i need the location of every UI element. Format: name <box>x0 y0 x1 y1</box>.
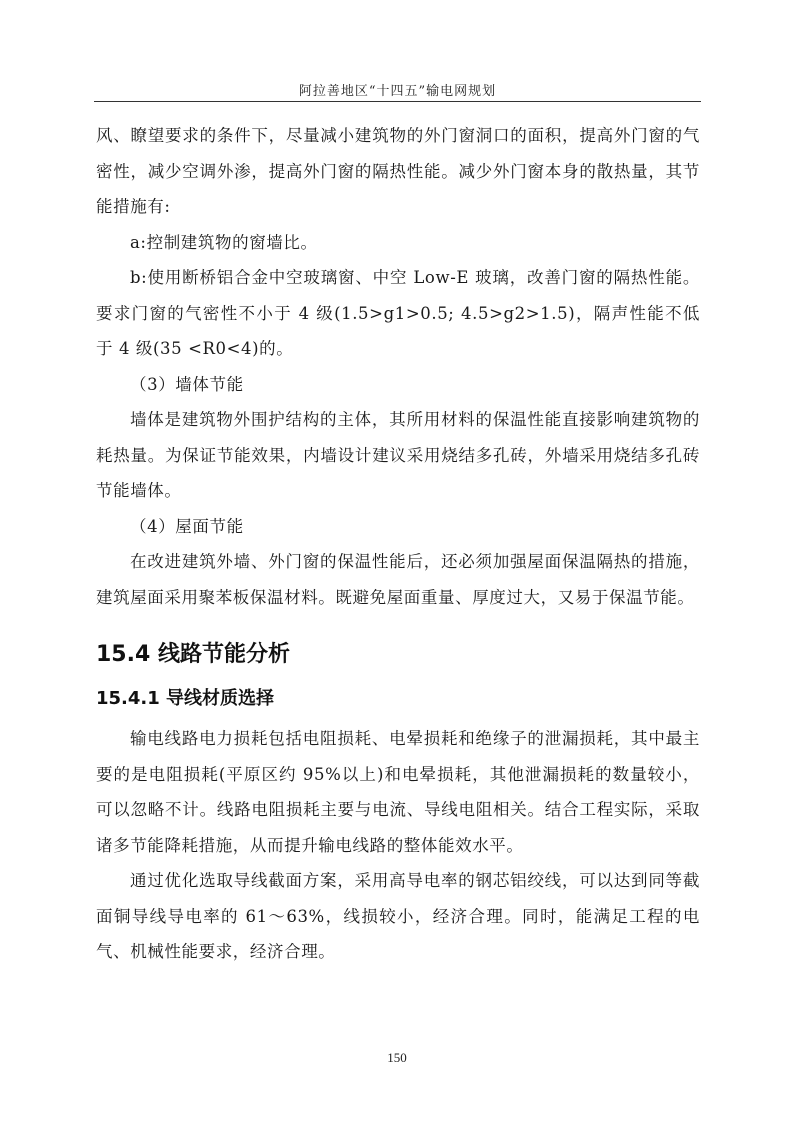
section-heading: 15.4 线路节能分析 <box>96 642 290 667</box>
subsection-heading: 15.4.1 导线材质选择 <box>96 688 275 709</box>
list-item: b:使用断桥铝合金中空玻璃窗、中空 Low-E 玻璃，改善门窗的隔热性能。要求门窗的气密性不小于 4 级(1.5>g1>0.5; 4.5>g2>1.5)，隔声性能不低于 4 级(35 <R0<4)的。 <box>96 268 700 358</box>
list-item: a:控制建筑物的窗墙比。 <box>130 232 318 252</box>
paragraph: 墙体是建筑物外围护结构的主体，其所用材料的保温性能直接影响建筑物的耗热量。为保证节能效果，内墙设计建议采用烧结多孔砖，外墙采用烧结多孔砖节能墙体。 <box>96 410 700 500</box>
paragraph: 通过优化选取导线截面方案，采用高导电率的钢芯铝绞线，可以达到同等截面铜导线导电率的 61～63%，线损较小，经济合理。同时，能满足工程的电气、机械性能要求，经济合理。 <box>96 871 700 961</box>
page-body <box>96 118 700 970</box>
header-rule <box>94 101 701 102</box>
paragraph: 在改进建筑外墙、外门窗的保温性能后，还必须加强屋面保温隔热的措施，建筑屋面采用聚苯板保温材料。既避免屋面重量、厚度过大，又易于保温节能。 <box>96 552 700 607</box>
subheading-wall: （3）墙体节能 <box>130 374 244 394</box>
paragraph: 风、瞭望要求的条件下，尽量减小建筑物的外门窗洞口的面积，提高外门窗的气密性，减少空调外渗，提高外门窗的隔热性能。减少外门窗本身的散热量，其节能措施有: <box>96 126 700 216</box>
page-number: 150 <box>387 1050 407 1065</box>
running-header: 阿拉善地区“十四五”输电网规划 <box>298 84 497 99</box>
subheading-roof: （4）屋面节能 <box>130 516 244 536</box>
paragraph: 输电线路电力损耗包括电阻损耗、电晕损耗和绝缘子的泄漏损耗，其中最主要的是电阻损耗(平原区约 95%以上)和电晕损耗，其他泄漏损耗的数量较小，可以忽略不计。线路电阻损耗主要与电流、导线电阻相关。结合工程实际，采取诸多节能降耗措施，从而提升输电线路的整体能效水平。 <box>96 729 700 855</box>
